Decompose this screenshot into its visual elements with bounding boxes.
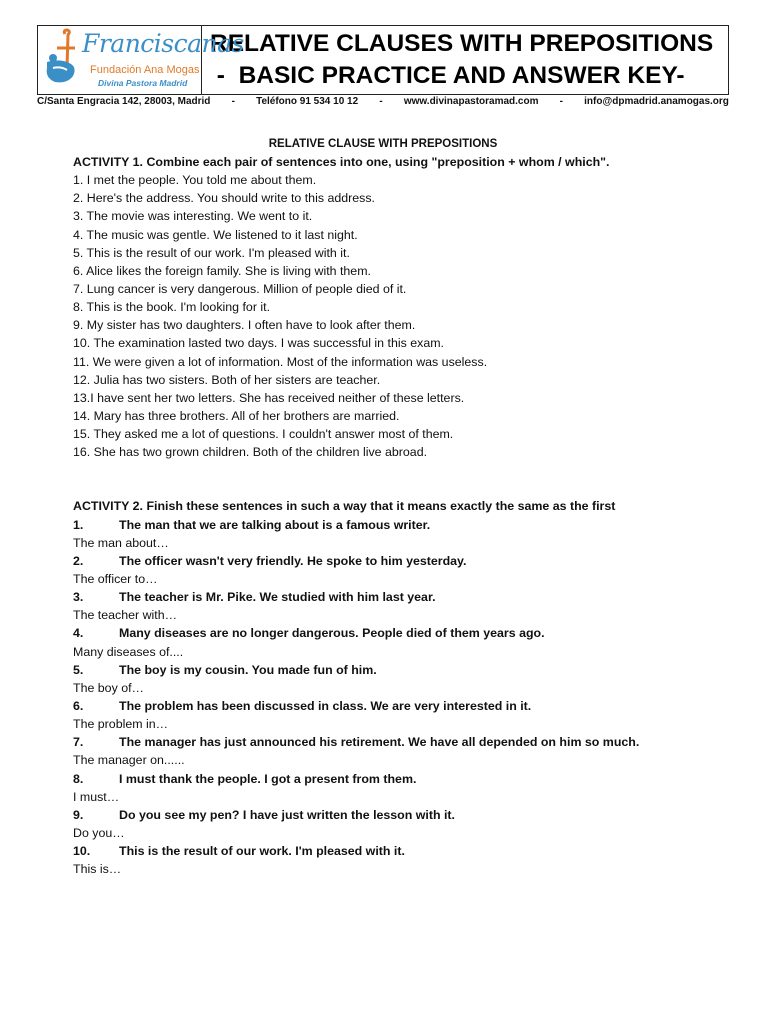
email-link[interactable]: info@dpmadrid.anamogas.org	[584, 96, 729, 107]
answer-prompt: Many diseases of....	[73, 644, 184, 659]
separator: -	[379, 96, 383, 107]
question-number: 2.	[73, 553, 84, 568]
website-link[interactable]: www.divinapastoramad.com	[403, 96, 539, 107]
worksheet-content	[73, 135, 733, 878]
list-item: 9. My sister has two daughters. I often have to look after them.	[73, 318, 416, 333]
title-cell	[202, 26, 728, 94]
question-row	[73, 588, 733, 606]
logo-name: Franciscanas	[82, 29, 244, 58]
section-title: RELATIVE CLAUSE WITH PREPOSITIONS	[268, 138, 498, 150]
list-item: 2. Here's the address. You should write to this address.	[73, 191, 375, 206]
list-item: 8. This is the book. I'm looking for it.	[73, 300, 271, 315]
page-title: RELATIVE CLAUSES WITH PREPOSITIONS	[210, 30, 714, 57]
list-item: 7. Lung cancer is very dangerous. Million of people died of it.	[73, 281, 407, 296]
question-number: 10.	[73, 844, 91, 859]
question-number: 7.	[73, 735, 84, 750]
header-box	[37, 25, 729, 95]
list-item: 4. The music was gentle. We listened to it last night.	[73, 227, 358, 242]
answer-prompt: This is…	[73, 862, 122, 877]
list-item: 10. The examination lasted two days. I was successful in this exam.	[73, 336, 444, 351]
answer-prompt: The man about…	[73, 535, 169, 550]
address: C/Santa Engracia 142, 28003, Madrid	[37, 96, 211, 107]
activity1-list	[73, 171, 733, 461]
page-subtitle: - BASIC PRACTICE AND ANSWER KEY-	[210, 62, 685, 89]
logo	[38, 26, 244, 94]
list-item: 11. We were given a lot of information. Most of the information was useless.	[73, 354, 488, 369]
logo-subtitle-2: Divina Pastora Madrid	[98, 78, 188, 88]
question-number: 9.	[73, 807, 84, 822]
question-text: The problem has been discussed in class. We are very interested in it.	[119, 698, 532, 713]
question-text: The man that we are talking about is a famous writer.	[119, 517, 431, 532]
list-item: 3. The movie was interesting. We went to it.	[73, 209, 313, 224]
question-number: 6.	[73, 698, 84, 713]
list-item: 16. She has two grown children. Both of the children live abroad.	[73, 445, 428, 460]
question-text: The officer wasn't very friendly. He spoke to him yesterday.	[119, 553, 467, 568]
question-text: The teacher is Mr. Pike. We studied with him last year.	[119, 590, 436, 605]
franciscan-cross-icon	[41, 28, 83, 90]
question-row	[73, 842, 733, 860]
question-text: I must thank the people. I got a present from them.	[119, 771, 417, 786]
list-item: 6. Alice likes the foreign family. She is living with them.	[73, 263, 371, 278]
question-number: 5.	[73, 662, 84, 677]
logo-subtitle: Fundación Ana Mogas	[90, 64, 200, 76]
question-number: 8.	[73, 771, 84, 786]
answer-prompt: The manager on......	[73, 753, 185, 768]
separator: -	[559, 96, 563, 107]
list-item: 14. Mary has three brothers. All of her brothers are married.	[73, 408, 400, 423]
question-number: 4.	[73, 626, 84, 641]
question-text: Many diseases are no longer dangerous. People died of them years ago.	[119, 626, 545, 641]
list-item: 1. I met the people. You told me about them.	[73, 173, 317, 188]
question-row	[73, 552, 733, 570]
list-item: 5. This is the result of our work. I'm pleased with it.	[73, 245, 350, 260]
question-text: Do you see my pen? I have just written the lesson with it.	[119, 807, 455, 822]
answer-prompt: The problem in…	[73, 717, 169, 732]
question-number: 3.	[73, 590, 84, 605]
answer-prompt: The teacher with…	[73, 608, 177, 623]
question-row	[73, 806, 733, 824]
activity2-list	[73, 516, 733, 879]
activity2-heading: ACTIVITY 2. Finish these sentences in such a way that it means exactly the same as the first	[73, 499, 616, 514]
answer-prompt: The officer to…	[73, 571, 158, 586]
list-item: 15. They asked me a lot of questions. I couldn't answer most of them.	[73, 427, 454, 442]
question-text: This is the result of our work. I'm pleased with it.	[119, 844, 405, 859]
question-number: 1.	[73, 517, 84, 532]
phone: Teléfono 91 534 10 12	[256, 96, 359, 107]
list-item: 13.I have sent her two letters. She has received neither of these letters.	[73, 390, 465, 405]
answer-prompt: I must…	[73, 789, 120, 804]
contact-line	[37, 96, 729, 107]
question-row	[73, 770, 733, 788]
question-row	[73, 661, 733, 679]
question-row	[73, 733, 733, 751]
separator: -	[231, 96, 235, 107]
question-row	[73, 697, 733, 715]
list-item: 12. Julia has two sisters. Both of her sisters are teacher.	[73, 372, 381, 387]
question-text: The boy is my cousin. You made fun of him.	[119, 662, 377, 677]
activity1-heading: ACTIVITY 1. Combine each pair of sentences into one, using "preposition + whom / which".	[73, 155, 610, 169]
question-row	[73, 516, 733, 534]
answer-prompt: Do you…	[73, 825, 125, 840]
answer-prompt: The boy of…	[73, 680, 144, 695]
question-text: The manager has just announced his retirement. We have all depended on him so much.	[119, 735, 640, 750]
spacer	[73, 461, 733, 497]
question-row	[73, 624, 733, 642]
